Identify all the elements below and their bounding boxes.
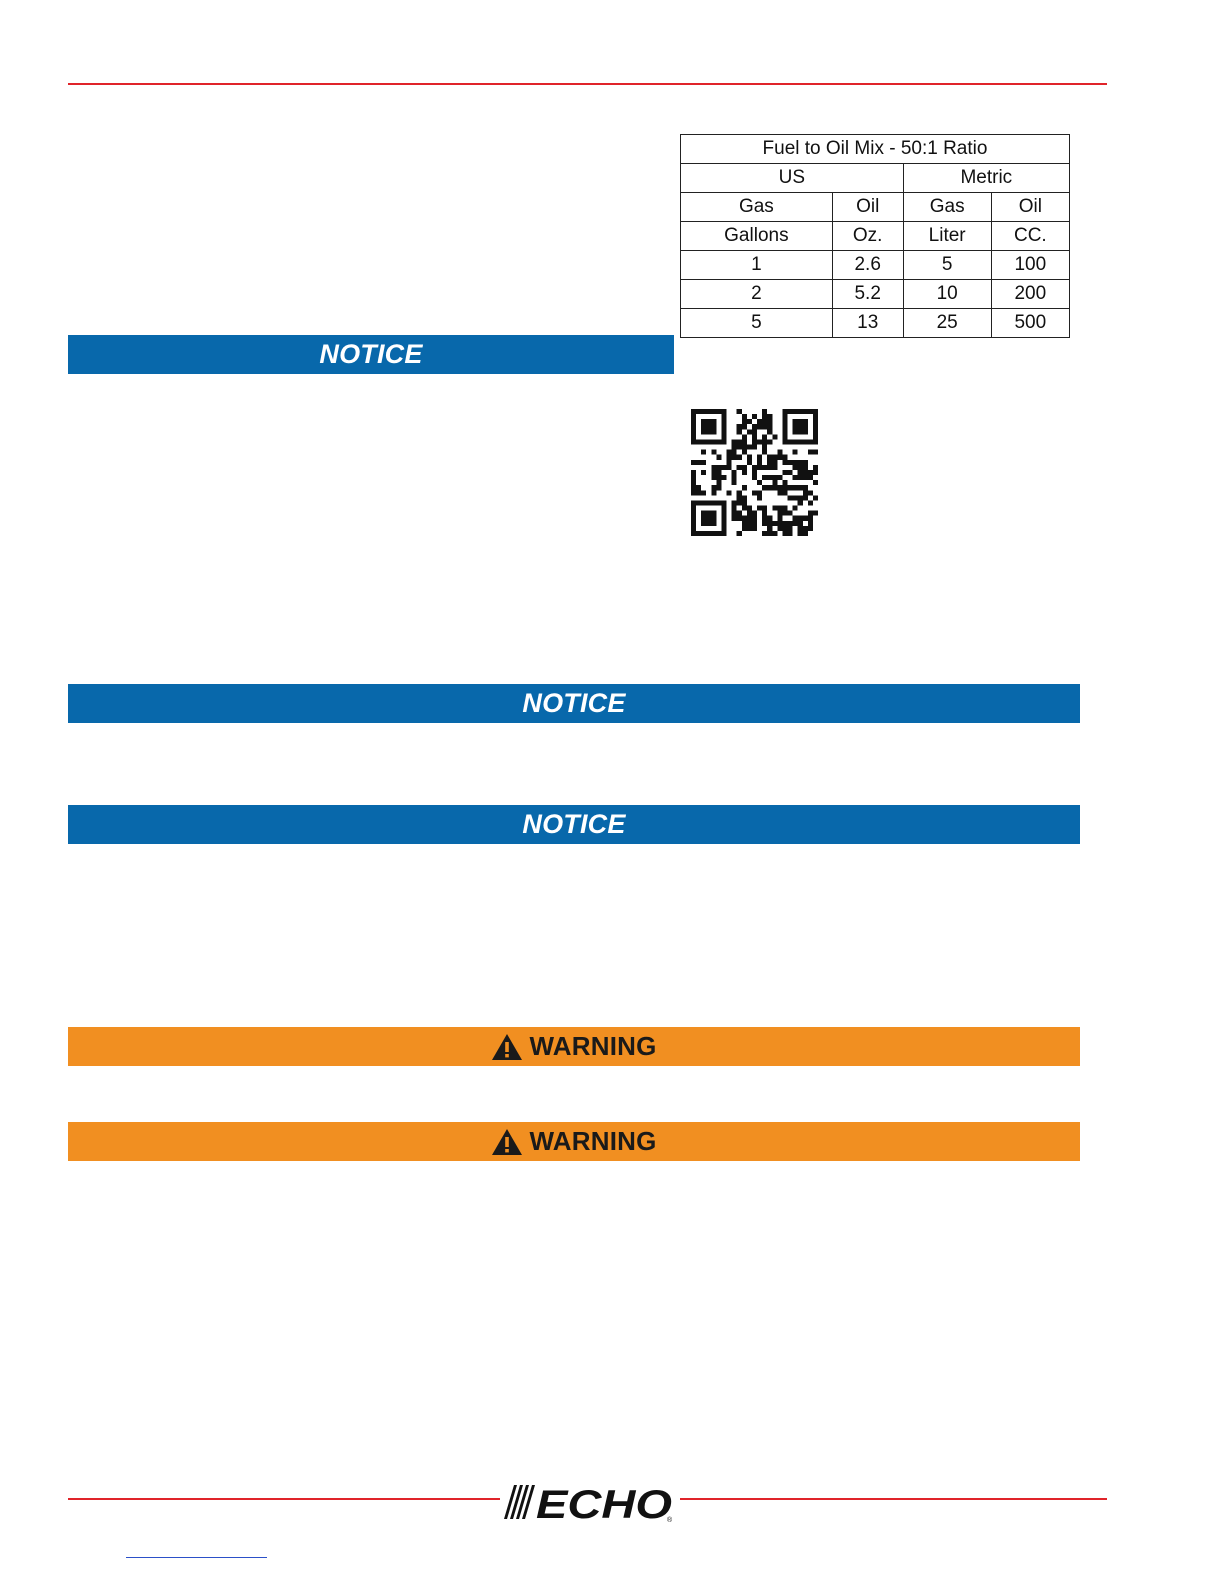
notice-banner [68,805,1080,844]
column-header: Oil [832,193,903,222]
group-metric: Metric [903,164,1069,193]
table-unit-row [681,222,1070,251]
table-cell: 2 [681,280,833,309]
top-rule [68,83,1107,85]
table-cell: 200 [991,280,1069,309]
table-header-row [681,193,1070,222]
echo-logo [500,1481,680,1523]
fuel-oil-mix-table [680,134,1070,338]
table-cell: 5.2 [832,280,903,309]
notice-banner [68,335,674,374]
table-row [681,251,1070,280]
bottom-rule-right [680,1498,1107,1500]
registered-mark: ® [667,1517,673,1523]
table-title-row [681,135,1070,164]
table-group-row [681,164,1070,193]
warning-banner [68,1027,1080,1066]
table-cell: 13 [832,309,903,338]
table-cell: 5 [681,309,833,338]
qr-code-icon[interactable] [691,409,818,536]
table-cell: 25 [903,309,991,338]
unit-header: CC. [991,222,1069,251]
column-header: Gas [681,193,833,222]
warning-triangle-icon [491,1033,523,1061]
table-cell: 1 [681,251,833,280]
table-title: Fuel to Oil Mix - 50:1 Ratio [681,135,1070,164]
notice-label: NOTICE [522,688,626,718]
unit-header: Gallons [681,222,833,251]
notice-label: NOTICE [522,809,626,839]
table-cell: 500 [991,309,1069,338]
logo-text: ECHO [536,1483,672,1523]
warning-label: WARNING [529,1031,657,1061]
footer-link-underline[interactable] [126,1557,267,1558]
column-header: Oil [991,193,1069,222]
column-header: Gas [903,193,991,222]
warning-triangle-icon [491,1128,523,1156]
table-row [681,280,1070,309]
unit-header: Oz. [832,222,903,251]
bottom-rule-left [68,1498,500,1500]
notice-banner [68,684,1080,723]
table-cell: 10 [903,280,991,309]
unit-header: Liter [903,222,991,251]
table-cell: 5 [903,251,991,280]
warning-banner [68,1122,1080,1161]
table-cell: 2.6 [832,251,903,280]
notice-label: NOTICE [319,339,423,369]
table-row [681,309,1070,338]
table-cell: 100 [991,251,1069,280]
warning-label: WARNING [529,1126,657,1156]
group-us: US [681,164,904,193]
